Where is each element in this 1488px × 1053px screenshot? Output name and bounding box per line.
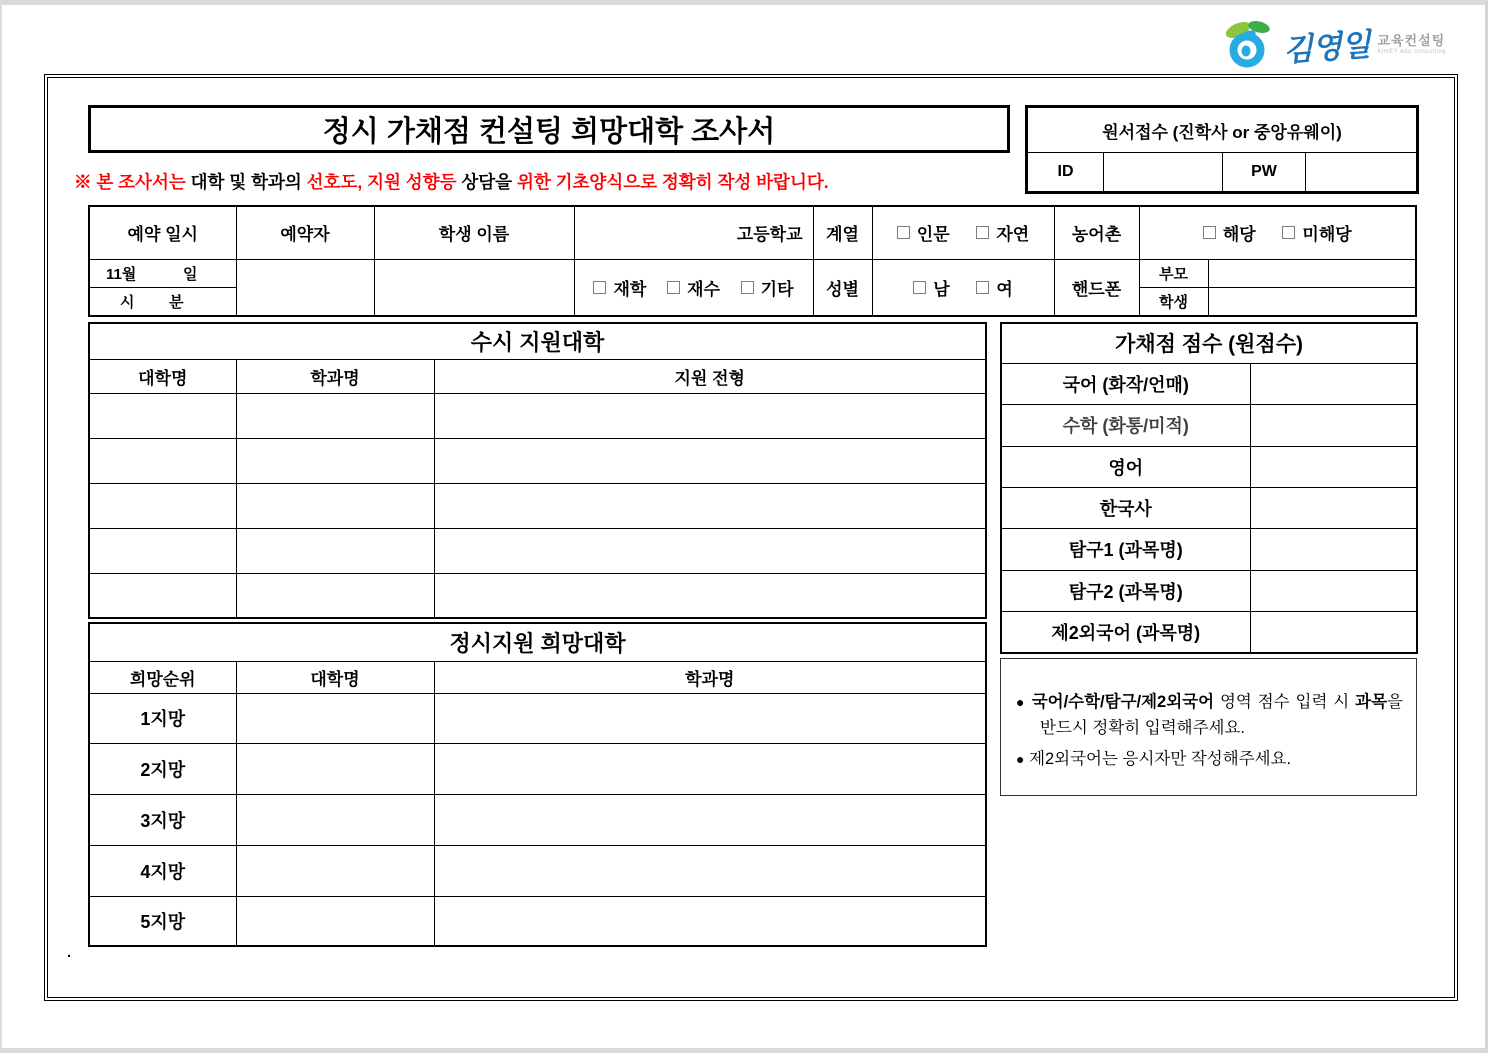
jeongsi-row5-department-field[interactable] (434, 896, 986, 946)
notice-line (74, 169, 1004, 194)
reserve-datetime-header: 예약 일시 (89, 206, 236, 259)
notice-seg3: 선호도, 지원 성향등 (306, 172, 462, 192)
score-second-language-label: 제2외국어 (과목명) (1001, 611, 1250, 653)
notice-seg1: ※ 본 조사서는 (74, 172, 191, 192)
brand-name: 김영일 (1281, 26, 1371, 68)
highschool-header: 고등학교 (574, 206, 813, 259)
reserve-day-label: 일 (183, 265, 198, 283)
reserve-date-cell[interactable] (89, 259, 236, 287)
score-korean-field[interactable] (1250, 363, 1417, 404)
bullet-icon: ● (1016, 694, 1026, 710)
jeongsi-header-department: 학과명 (434, 661, 986, 693)
checkbox-rural-eligible-icon[interactable] (1203, 226, 1216, 239)
id-label: ID (1027, 153, 1104, 193)
note1-text2: 을 반드시 정확히 입력해주세요. (1040, 693, 1403, 738)
phone-parent-field[interactable] (1208, 259, 1416, 287)
brand-subtext: KimEY edu consulting (1377, 48, 1446, 55)
checkbox-female-icon[interactable] (976, 281, 989, 294)
susi-row3-type-field[interactable] (434, 483, 986, 528)
note1-bold-subject-word: 과목 (1355, 693, 1388, 711)
jeongsi-row1-department-field[interactable] (434, 693, 986, 743)
susi-row5-department-field[interactable] (236, 573, 434, 618)
jeongsi-row5-university-field[interactable] (236, 896, 434, 946)
notice-seg2: 대학 및 학과의 (190, 172, 307, 192)
notice-seg5: 위한 기초양식으로 정확히 작성 바랍니다. (516, 172, 829, 192)
reserve-hour-label: 시 (120, 293, 135, 311)
score-math-label: 수학 (화통/미적) (1001, 404, 1250, 446)
form-title-box (88, 105, 1010, 153)
rural-options-cell (1139, 206, 1416, 259)
hs-option-enrolled: 재학 (613, 279, 647, 299)
susi-row4-university-field[interactable] (89, 528, 236, 573)
id-field[interactable] (1104, 153, 1223, 193)
checkbox-natural-icon[interactable] (976, 226, 989, 239)
score-history-label: 한국사 (1001, 487, 1250, 528)
gender-option-female: 여 (996, 279, 1013, 299)
gender-label: 성별 (813, 259, 872, 316)
susi-row4-department-field[interactable] (236, 528, 434, 573)
student-info-table (88, 205, 1417, 317)
score-inquiry2-label: 탐구2 (과목명) (1001, 570, 1250, 611)
bullet-icon: ● (1016, 750, 1025, 767)
track-option-humanities: 인문 (916, 225, 950, 245)
pw-field[interactable] (1306, 153, 1418, 193)
application-account-box (1025, 105, 1416, 191)
susi-row2-type-field[interactable] (434, 438, 986, 483)
track-label: 계열 (813, 206, 872, 259)
susi-row1-university-field[interactable] (89, 393, 236, 438)
susi-row1-type-field[interactable] (434, 393, 986, 438)
notes-box (1000, 658, 1417, 796)
checkbox-rural-not-eligible-icon[interactable] (1282, 226, 1295, 239)
jeongsi-row3-department-field[interactable] (434, 794, 986, 845)
rural-option-eligible: 해당 (1222, 225, 1256, 245)
jeongsi-row2-university-field[interactable] (236, 743, 434, 794)
jeongsi-title: 정시지원 희망대학 (89, 623, 986, 661)
jeongsi-rank-2: 2지망 (89, 743, 236, 794)
reserver-header: 예약자 (236, 206, 374, 259)
track-options-cell (872, 206, 1054, 259)
susi-row4-type-field[interactable] (434, 528, 986, 573)
jeongsi-row2-department-field[interactable] (434, 743, 986, 794)
score-inquiry2-field[interactable] (1250, 570, 1417, 611)
reserve-month-label: 11월 (106, 265, 137, 283)
brand-logo (1221, 18, 1446, 70)
rural-label: 농어촌 (1054, 206, 1139, 259)
score-inquiry1-field[interactable] (1250, 528, 1417, 570)
susi-row3-university-field[interactable] (89, 483, 236, 528)
susi-header-department: 학과명 (236, 359, 434, 393)
score-korean-label: 국어 (화작/언매) (1001, 363, 1250, 404)
gender-option-male: 남 (933, 279, 950, 299)
score-math-field[interactable] (1250, 404, 1417, 446)
susi-row2-university-field[interactable] (89, 438, 236, 483)
susi-row3-department-field[interactable] (236, 483, 434, 528)
note2-text: 제2외국어는 응시자만 작성해주세요. (1029, 749, 1292, 768)
susi-row5-university-field[interactable] (89, 573, 236, 618)
rural-option-not-eligible: 미해당 (1302, 225, 1352, 245)
jeongsi-row4-department-field[interactable] (434, 845, 986, 896)
jeongsi-row3-university-field[interactable] (236, 794, 434, 845)
reserver-field[interactable] (236, 259, 374, 316)
score-english-field[interactable] (1250, 446, 1417, 487)
phone-parent-label: 부모 (1139, 259, 1208, 287)
hs-option-other: 기타 (760, 279, 794, 299)
student-name-field[interactable] (374, 259, 574, 316)
susi-row5-type-field[interactable] (434, 573, 986, 618)
student-name-header: 학생 이름 (374, 206, 574, 259)
jeongsi-rank-4: 4지망 (89, 845, 236, 896)
jeongsi-header-rank: 희망순위 (89, 661, 236, 693)
score-table (1000, 322, 1418, 654)
jeongsi-row4-university-field[interactable] (236, 845, 434, 896)
reserve-time-cell[interactable] (89, 287, 236, 316)
brand-suffix: 교육컨설팅 (1377, 32, 1446, 48)
highschool-status-cell (574, 259, 813, 316)
jeongsi-rank-5: 5지망 (89, 896, 236, 946)
susi-header-university: 대학명 (89, 359, 236, 393)
pw-label: PW (1223, 153, 1306, 193)
track-option-natural: 자연 (996, 225, 1030, 245)
checkbox-other-icon[interactable] (741, 281, 754, 294)
susi-row1-department-field[interactable] (236, 393, 434, 438)
application-box-header: 원서접수 (진학사 or 중앙유웨이) (1027, 107, 1418, 153)
hs-option-retake: 재수 (687, 279, 720, 299)
checkbox-enrolled-icon[interactable] (593, 281, 606, 294)
notice-seg4: 상담을 (461, 172, 517, 192)
phone-student-field[interactable] (1208, 287, 1416, 316)
gender-options-cell (872, 259, 1054, 316)
jeongsi-rank-1: 1지망 (89, 693, 236, 743)
phone-student-label: 학생 (1139, 287, 1208, 316)
note1-bold-subjects: 국어/수학/탐구/제2외국어 (1031, 693, 1215, 711)
score-inquiry1-label: 탐구1 (과목명) (1001, 528, 1250, 570)
susi-row2-department-field[interactable] (236, 438, 434, 483)
score-second-language-field[interactable] (1250, 611, 1417, 653)
jeongsi-table (88, 622, 987, 947)
susi-header-admission-type: 지원 전형 (434, 359, 986, 393)
note1-text1: 영역 점수 입력 시 (1214, 693, 1356, 711)
note-item-2 (1016, 746, 1403, 772)
score-history-field[interactable] (1250, 487, 1417, 528)
score-english-label: 영어 (1001, 446, 1250, 487)
note-item-1 (1016, 689, 1403, 742)
jeongsi-row1-university-field[interactable] (236, 693, 434, 743)
susi-table (88, 322, 987, 619)
form-title: 정시 가채점 컨설팅 희망대학 조사서 (322, 115, 776, 148)
footer-dot: . (67, 944, 72, 961)
checkbox-retake-icon[interactable] (667, 281, 680, 294)
checkbox-male-icon[interactable] (913, 281, 926, 294)
jeongsi-header-university: 대학명 (236, 661, 434, 693)
reserve-minute-label: 분 (169, 293, 184, 311)
brand-logo-icon (1221, 18, 1279, 70)
susi-title: 수시 지원대학 (89, 323, 986, 359)
jeongsi-rank-3: 3지망 (89, 794, 236, 845)
phone-label: 핸드폰 (1054, 259, 1139, 316)
score-title: 가채점 점수 (원점수) (1001, 323, 1417, 363)
checkbox-humanities-icon[interactable] (897, 226, 910, 239)
